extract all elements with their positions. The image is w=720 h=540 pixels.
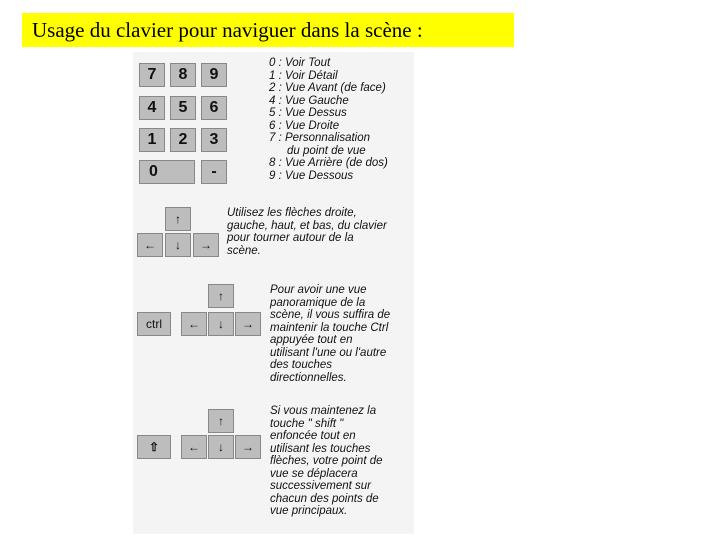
text-line: enfoncée tout en <box>270 430 356 442</box>
text-line: vue principaux. <box>270 505 348 517</box>
legend-line: 5 : Vue Dessus <box>269 107 347 119</box>
numpad-key-3: 3 <box>201 128 227 152</box>
numpad-key-1: 1 <box>139 128 165 152</box>
text-line: utilisant les touches <box>270 442 371 455</box>
text-line: Pour avoir une vue <box>270 284 367 296</box>
text-line: scène, il vous suffira de <box>270 309 391 321</box>
text-line: Utilisez les flèches droite, <box>227 207 357 219</box>
shift-key: ⇧ <box>137 435 171 459</box>
legend-line: 1 : Voir Détail <box>269 69 338 82</box>
text-line: vue se déplacera <box>270 467 358 480</box>
text-line: des touches <box>270 359 333 371</box>
shift-arrow-left-key: ← <box>181 435 207 459</box>
ctrl-arrow-up-key: ↑ <box>208 284 234 308</box>
numpad-key-4: 4 <box>139 96 165 120</box>
ctrl-arrow-right-key: → <box>235 312 261 336</box>
text-line: appuyée tout en <box>270 334 353 346</box>
text-line: scène. <box>227 244 261 257</box>
text-line: utilisant l'une ou l'autre <box>270 346 387 359</box>
arrow-right-key: → <box>193 233 219 257</box>
text-line: chacun des points de <box>270 492 379 505</box>
text-line: maintenir la touche Ctrl <box>270 321 389 334</box>
text-line: directionnelles. <box>270 371 347 384</box>
legend-line: 6 : Vue Droite <box>269 119 340 132</box>
numpad-key-6: 6 <box>201 96 227 120</box>
numpad-key-2: 2 <box>170 128 196 152</box>
text-line: touche " shift " <box>270 417 344 430</box>
shift-description <box>270 405 383 518</box>
numpad-key-minus: - <box>201 160 227 184</box>
text-line: flèches, votre point de <box>270 455 383 467</box>
slide-title-box <box>22 13 514 47</box>
arrow-up-key: ↑ <box>165 207 191 231</box>
legend-line: 2 : Vue Avant (de face) <box>269 82 386 94</box>
numpad-key-0: 0 <box>139 160 195 184</box>
numpad-key-5: 5 <box>170 96 196 120</box>
keyboard-guide-image <box>133 52 414 534</box>
numpad-key-7: 7 <box>139 63 165 87</box>
text-line: gauche, haut, et bas, du clavier <box>227 219 387 232</box>
text-line: pour tourner autour de la <box>227 232 354 244</box>
legend-line: 9 : Vue Dessous <box>269 169 354 182</box>
legend-line: 8 : Vue Arrière (de dos) <box>269 157 388 169</box>
numpad-legend <box>269 57 388 182</box>
arrows-description <box>227 207 387 257</box>
shift-arrow-right-key: → <box>235 435 261 459</box>
legend-line: 7 : Personnalisation <box>269 132 371 144</box>
numpad-key-9: 9 <box>201 63 227 87</box>
text-line: successivement sur <box>270 480 371 492</box>
text-line: panoramique de la <box>270 296 366 309</box>
shift-arrow-down-key: ↓ <box>208 435 234 459</box>
ctrl-arrow-down-key: ↓ <box>208 312 234 336</box>
slide-title: Usage du clavier pour naviguer dans la scène : <box>32 18 423 42</box>
shift-arrow-up-key: ↑ <box>208 409 234 433</box>
ctrl-description <box>270 284 390 384</box>
legend-line: 0 : Voir Tout <box>269 57 331 69</box>
arrow-left-key: ← <box>137 233 163 257</box>
text-line: Si vous maintenez la <box>270 405 377 417</box>
ctrl-key: ctrl <box>137 312 171 336</box>
ctrl-arrow-left-key: ← <box>181 312 207 336</box>
legend-line: 4 : Vue Gauche <box>269 94 349 107</box>
numpad-key-8: 8 <box>170 63 196 87</box>
legend-line: du point de vue <box>287 144 366 157</box>
arrow-down-key: ↓ <box>165 233 191 257</box>
